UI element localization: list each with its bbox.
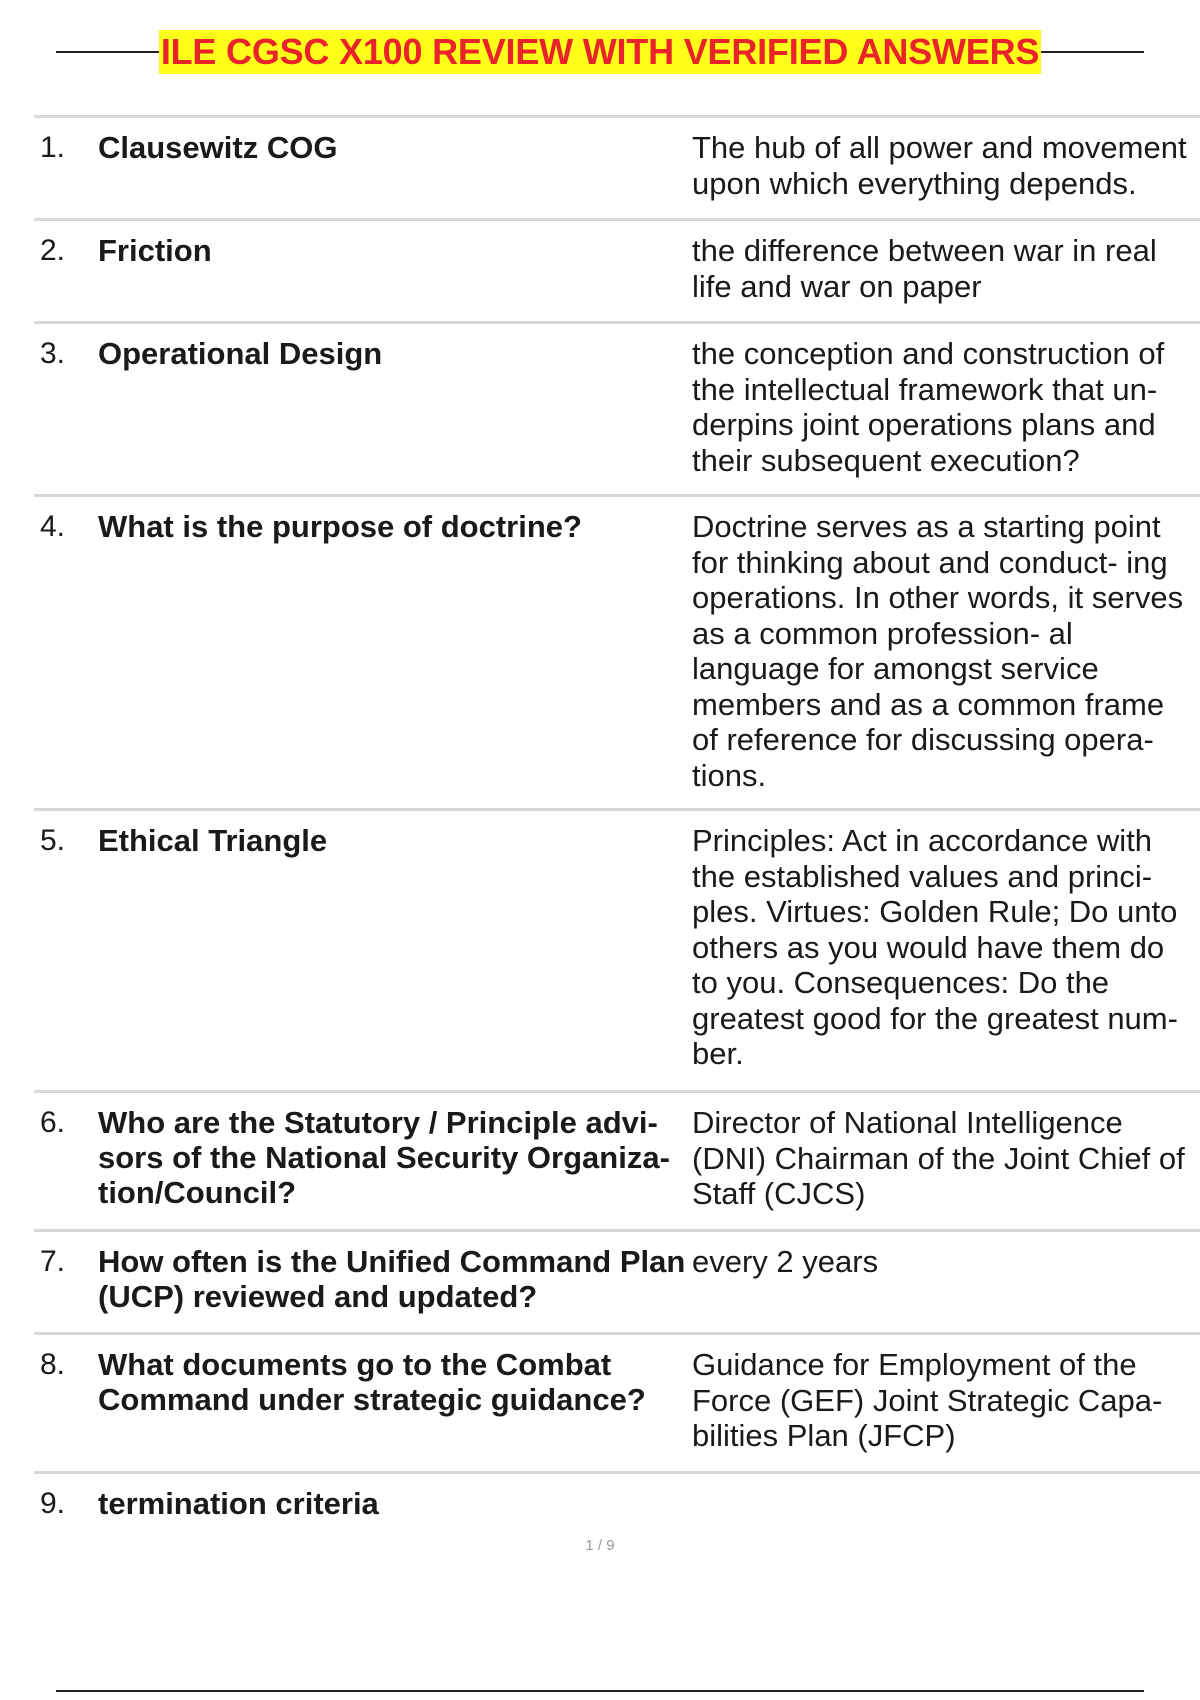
item-term: Who are the Statutory / Principle advi- sors of the National Security Organiza- tion/Council? [98,1105,670,1210]
item-term: Operational Design [98,336,383,371]
item-term: Friction [98,233,212,268]
item-number: 4. [40,510,66,543]
item-definition: Principles: Act in accordance with the established values and princi- ples. Virtues: Golden Rule; Do unto others as you would have them do to you. Consequences: Do the greatest good for the greatest num- ber. [692,823,1178,1071]
item-definition [692,1486,1196,1535]
qa-row [34,1229,1200,1332]
item-term: Ethical Triangle [98,823,328,858]
item-definition: the conception and construction of the intellectual framework that un- derpins joint operations plans and their subsequent execution? [692,336,1165,478]
item-definition: Guidance for Employment of the Force (GEF) Joint Strategic Capa- bilities Plan (JFCP) [692,1347,1163,1453]
item-term: Clausewitz COG [98,130,338,165]
qa-row [34,494,1200,808]
item-term: What is the purpose of doctrine? [98,509,582,544]
item-number: 5. [40,824,66,857]
qa-row [34,115,1200,218]
qa-row [34,808,1200,1090]
item-term: termination criteria [98,1486,379,1521]
item-number: 9. [40,1487,66,1520]
qa-table [34,115,1200,1535]
bottom-rule [56,1690,1144,1692]
title-rule-right [1041,51,1144,53]
title-rule-left [56,51,159,53]
item-number: 3. [40,337,66,370]
item-number: 6. [40,1106,66,1139]
item-definition: Doctrine serves as a starting point for thinking about and conduct- ing operations. In other words, it serves as a common profession- al language for amongst service members and as a common frame of reference for discussing opera- tions. [692,509,1184,793]
item-number: 1. [40,131,66,164]
qa-row [34,1090,1200,1229]
qa-row [34,218,1200,321]
item-number: 7. [40,1245,66,1278]
item-number: 2. [40,234,66,267]
item-definition: the difference between war in real life and war on paper [692,233,1157,304]
document-title: ILE CGSC X100 REVIEW WITH VERIFIED ANSWERS [160,31,1040,72]
page-indicator: 1 / 9 [585,1537,615,1554]
title-row [56,30,1144,74]
qa-row [34,321,1200,494]
item-definition: Director of National Intelligence (DNI) Chairman of the Joint Chief of Staff (CJCS) [692,1105,1185,1211]
qa-row [34,1332,1200,1471]
item-term: How often is the Unified Command Plan (UCP) reviewed and updated? [98,1244,686,1314]
item-definition: The hub of all power and movement upon which everything depends. [692,130,1187,201]
item-term: What documents go to the Combat Command under strategic guidance? [98,1347,646,1417]
item-number: 8. [40,1348,66,1381]
item-definition: every 2 years [692,1244,879,1279]
qa-row [34,1471,1200,1535]
